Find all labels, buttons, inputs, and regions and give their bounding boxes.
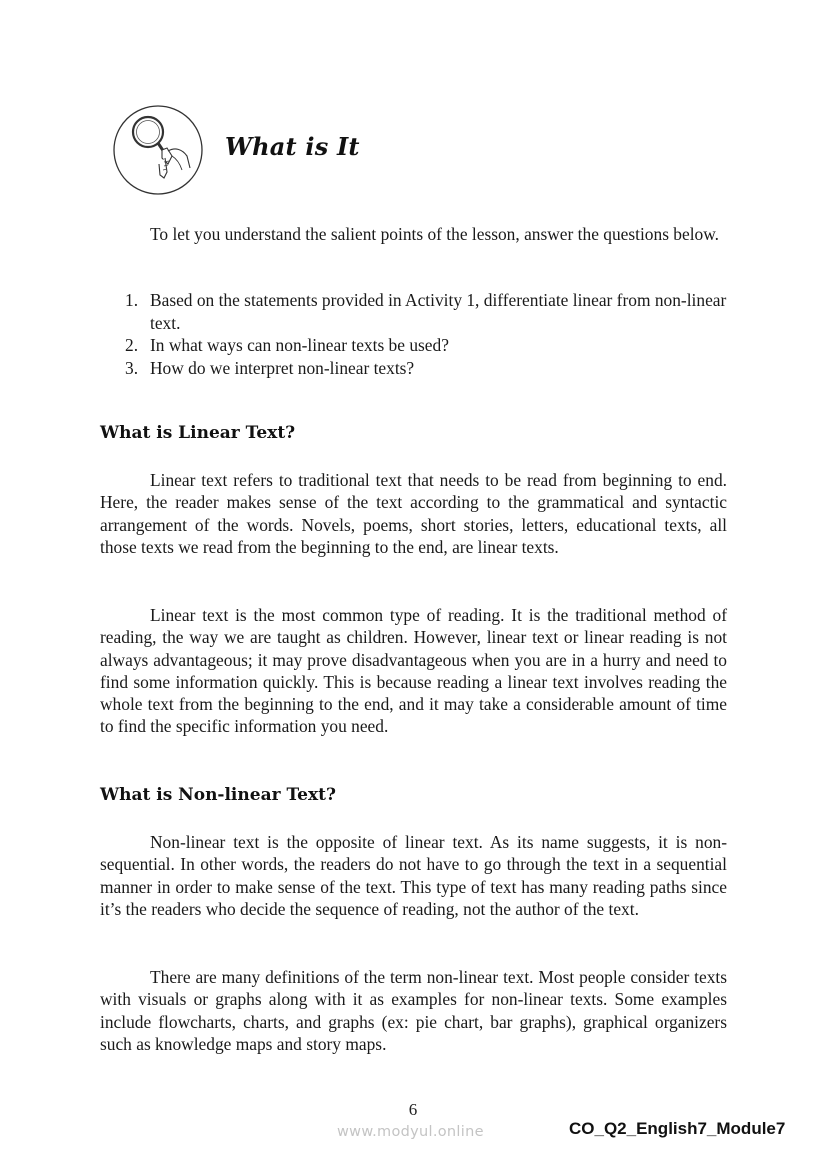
intro-paragraph xyxy=(100,223,727,245)
paragraph-text: Linear text refers to traditional text that needs to be read from beginning to end. Here, the reader makes sense of the text according to the grammatical and syntactic arrangement of the words. Novels, poems, short stories, letters, educational texts, all those texts we read from the beginning to the end, are linear texts. xyxy=(100,470,727,557)
section-title: What is It xyxy=(225,132,360,161)
module-code: CO_Q2_English7_Module7 xyxy=(569,1119,786,1138)
nonlinear-paragraph-2 xyxy=(100,966,727,1055)
magnifying-glass-icon xyxy=(112,104,204,196)
question-number: 2. xyxy=(125,335,139,355)
paragraph-text: Linear text is the most common type of reading. It is the traditional method of reading, the way we are taught as children. However, linear text or linear reading is not always advantageous; it may prove disadvantageous when you are in a hurry and need to find some information quickly. This is because reading a linear text involves reading the whole text from the beginning to the end, and it may take a considerable amount of time to find the specific information you need. xyxy=(100,605,727,737)
question-item xyxy=(100,357,727,380)
page-number xyxy=(0,1100,826,1120)
linear-paragraph-2 xyxy=(100,604,727,738)
paragraph-text: Non-linear text is the opposite of linear text. As its name suggests, it is non-sequential. In other words, the readers do not have to go through the text in a sequential manner in order to make sense of the text. This type of text has many reading paths since it’s the readers who decide the sequence of reading, not the author of the text. xyxy=(100,832,727,919)
nonlinear-paragraph-1 xyxy=(100,831,727,920)
linear-text-heading: What is Linear Text? xyxy=(100,423,296,443)
question-text: In what ways can non-linear texts be used? xyxy=(150,335,449,355)
question-number: 1. xyxy=(125,290,139,310)
question-text: How do we interpret non-linear texts? xyxy=(150,357,415,378)
question-number: 3. xyxy=(125,357,139,378)
watermark: www.modyul.online xyxy=(337,1124,484,1140)
paragraph-text: There are many definitions of the term non-linear text. Most people consider texts with visuals or graphs along with it as examples for non-linear texts. Some examples include flowcharts, charts, and graphs (ex: pie chart, bar graphs), graphical organizers such as knowledge maps and story maps. xyxy=(100,967,727,1054)
nonlinear-text-heading: What is Non-linear Text? xyxy=(100,785,336,805)
question-item xyxy=(100,289,727,334)
linear-paragraph-1 xyxy=(100,469,727,558)
question-text: Based on the statements provided in Activity 1, differentiate linear from non-linear text. xyxy=(150,290,727,333)
page-number-text: 6 xyxy=(408,1100,418,1119)
question-list xyxy=(100,289,727,379)
question-item xyxy=(100,334,727,357)
intro-text: To let you understand the salient points of the lesson, answer the questions below. xyxy=(150,224,720,244)
